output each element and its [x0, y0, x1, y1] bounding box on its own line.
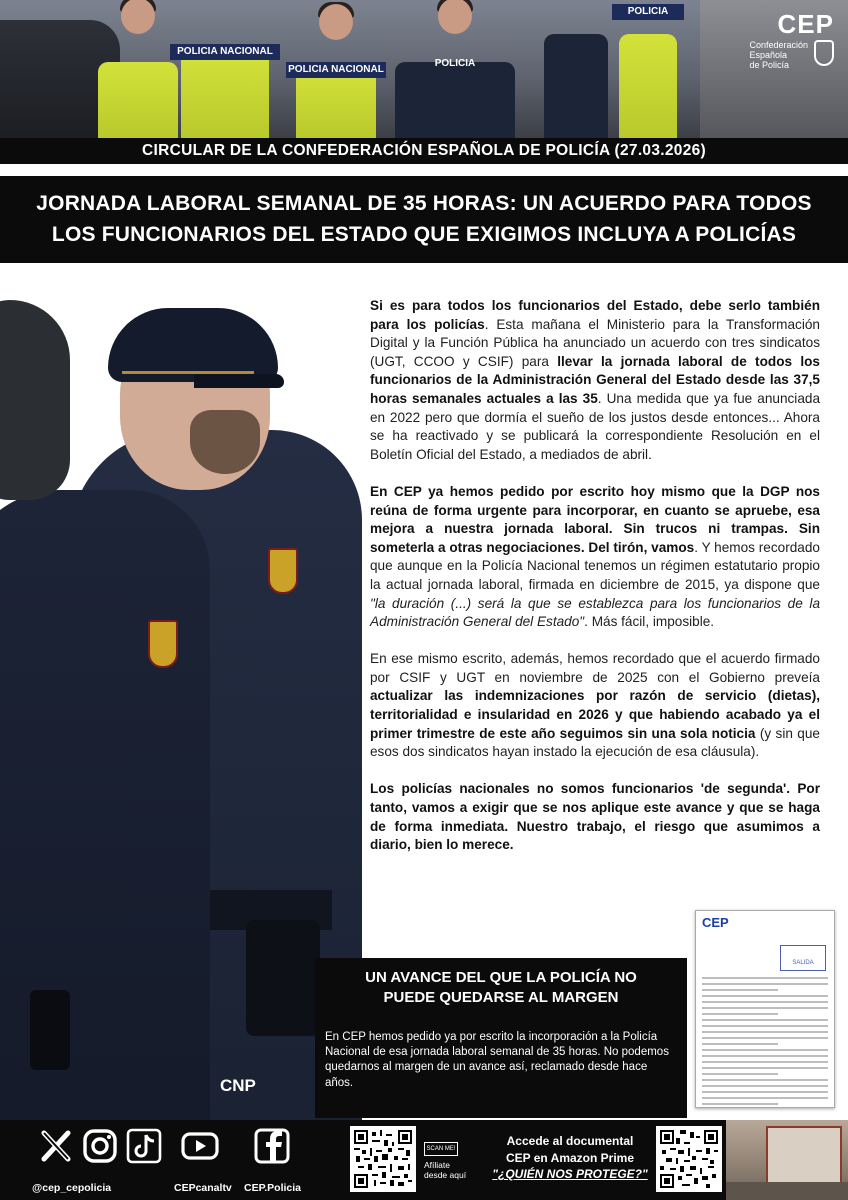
documentary-qr-code[interactable]	[656, 1126, 722, 1192]
footer	[0, 1120, 848, 1200]
documentary-promo: Accede al documental CEP en Amazon Prime "¿QUIÉN NOS PROTEGE?"	[490, 1133, 650, 1183]
instagram-icon[interactable]	[80, 1126, 120, 1166]
article-paragraph	[370, 483, 820, 632]
article-text-run: "la duración (...) será la que se establezca para los funcionarios de la Administración General del Estado"	[370, 595, 820, 630]
highlight-box	[315, 958, 687, 1118]
circular-title: CIRCULAR DE LA CONFEDERACIÓN ESPAÑOLA DE POLICÍA (27.03.2026)	[0, 138, 848, 164]
tiktok-icon[interactable]	[124, 1126, 164, 1166]
vest-label: POLICIA	[434, 58, 476, 69]
officer-figure	[536, 0, 616, 138]
officer-figure	[612, 0, 684, 138]
helmet-icon	[0, 300, 70, 500]
headline-line-2: LOS FUNCIONARIOS DEL ESTADO QUE EXIGIMOS INCLUYA A POLICÍAS	[51, 223, 797, 246]
documentary-title[interactable]: "¿QUIÉN NOS PROTEGE?"	[492, 1167, 648, 1181]
article-text-run: llevar la jornada laboral de todos los funcionarios de la Administración General del Estado desde las 37,5 horas semanales actuales a las 35	[370, 353, 820, 406]
documentary-poster	[766, 1126, 842, 1184]
facebook-handle[interactable]: CEP.Policia	[244, 1182, 302, 1194]
officer-figure	[170, 16, 280, 138]
article-text-run: En CEP ya hemos pedido por escrito hoy mismo que la DGP nos reúna de forma urgente para incorporar, en cuanto se apruebe, esa mejora a nuestra jornada laboral. Sin trucos ni trampas. Sin someterla a otras negociaciones. Del tirón, vamos	[370, 483, 820, 555]
vest-label: POLICIA NACIONAL	[170, 44, 280, 60]
cep-logo	[724, 10, 834, 70]
scan-me-badge: SCAN ME!	[424, 1142, 458, 1156]
instagram-handle[interactable]: @cep_cepolicia	[32, 1182, 112, 1194]
officers-photo	[0, 290, 368, 1130]
registry-stamp: SALIDA	[780, 945, 826, 971]
afiliate-label: SCAN ME! Afíliate desde aquí	[424, 1142, 470, 1180]
article-text-run: . Esta mañana el Ministerio para la Transformación Digital y la Función Pública ha anunciado un acuerdo con tres sindicatos (UGT, CCOO y CSIF) para	[370, 316, 820, 369]
headline-line-1: JORNADA LABORAL SEMANAL DE 35 HORAS: UN ACUERDO PARA TODOS	[36, 192, 812, 215]
police-crest-icon	[814, 40, 834, 66]
radio-icon	[30, 990, 70, 1070]
facebook-icon[interactable]	[252, 1126, 292, 1166]
officer-foreground	[0, 490, 210, 1130]
shoulder-badge-icon	[268, 548, 298, 594]
police-cap-icon	[108, 308, 278, 382]
article-paragraph	[370, 297, 820, 464]
vest-label: POLICIA	[612, 4, 684, 20]
afiliate-qr-code[interactable]	[350, 1126, 416, 1192]
officer-figure	[380, 28, 530, 138]
youtube-handle[interactable]: CEPcanaltv	[174, 1182, 232, 1194]
article-text-run: (y sin que esos dos sindicatos hayan instado la ejecución de esa cláusula).	[370, 725, 820, 760]
vest-label: POLICIA NACIONAL	[286, 62, 386, 78]
x-icon[interactable]	[36, 1126, 76, 1166]
article-paragraph	[370, 780, 820, 854]
uniform-label: CNP	[220, 1076, 256, 1095]
header-photo	[0, 0, 848, 138]
social-links	[32, 1126, 332, 1198]
letter-thumbnail	[695, 910, 835, 1108]
organization-name: Confederación Española de Policía	[749, 40, 808, 70]
highlight-body: En CEP hemos pedido ya por escrito la incorporación a la Policía Nacional de esa jornada laboral semanal de 35 horas. No podemos quedarnos al margen de un avance así, reclamado desde hace años.	[325, 1031, 669, 1089]
documentary-still	[726, 1120, 848, 1200]
youtube-icon[interactable]	[180, 1126, 220, 1166]
article-text-run: En ese mismo escrito, además, hemos recordado que el acuerdo firmado por CSIF y UGT en noviembre de 2025 con el Gobierno preveía	[370, 651, 820, 685]
article-text-run: . Y hemos recordado que aunque en la Policía Nacional tenemos un régimen estatutario propio la actual jornada laboral, firmada en diciembre de 2015, ya dispone que	[370, 539, 820, 592]
article-text-run: . Una medida que ya fue anunciada en 2022 pero que dormía el sueño de los justos desde entonces... Ahora se ha reactivado y se publicará la correspondiente Resolución en el Boletín Oficial del Estado, a mediados de abril.	[370, 390, 821, 462]
article-text-run: Si es para todos los funcionarios del Estado, debe serlo también para los policías	[370, 298, 820, 332]
officer-figure	[286, 34, 386, 138]
article-text-run: . Más fácil, imposible.	[584, 614, 715, 630]
highlight-title: UN AVANCE DEL QUE LA POLICÍA NO PUEDE QUEDARSE AL MARGEN	[365, 969, 637, 1006]
article-body	[370, 297, 820, 873]
cep-logo-mark: CEP	[777, 9, 834, 39]
shoulder-badge-icon	[148, 620, 178, 668]
article-text-run: actualizar las indemnizaciones por razón de servicio (dietas), territorialidad e insularidad en 2026 y que habiendo acabado ya el primer trimestre de este año seguimos sin una sola noticia	[370, 688, 820, 741]
article-paragraph	[370, 650, 820, 762]
article-text-run: Los policías nacionales no somos funcionarios 'de segunda'. Por tanto, vamos a exigir que se nos aplique este avance y que se haga de forma inmediata. Nuestro trabajo, el riesgo que asumimos a diario, bien lo merece.	[370, 781, 820, 853]
letter-logo: CEP	[702, 915, 729, 930]
page-headline	[0, 176, 848, 263]
holster-icon	[246, 920, 320, 1036]
